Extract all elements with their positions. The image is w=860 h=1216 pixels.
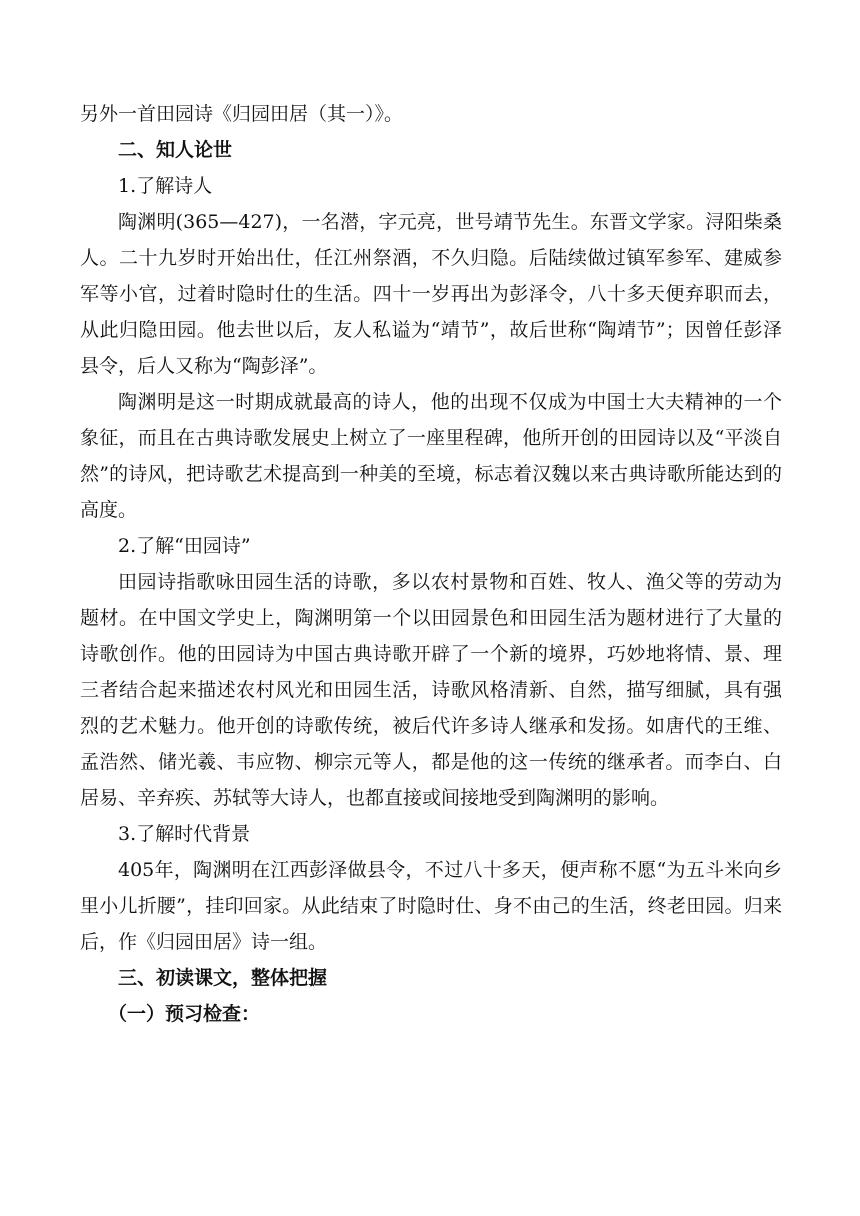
sub-heading-preview-check: （一）预习检查：	[108, 1003, 261, 1025]
paragraph-poet-bio: 陶渊明(365—427)，一名潜，字元亮，世号靖节先生。东晋文学家。浔阳柴桑人。二十九岁时开始出仕，任江州祭酒，不久归隐。后陆续做过镇军参军、建威参军等小官，过着时隐时仕的生活。四十一岁再出为彭泽令，八十多天便弃职而去，从此归隐田园。他去世以后，友人私谥为“靖节”，故后世称“陶靖节”；因曾任彭泽县令，后人又称为“陶彭泽”。	[80, 211, 782, 377]
sub-heading-pastoral-poetry: 2.了解“田园诗”	[118, 535, 251, 557]
sub-heading-poet: 1.了解诗人	[118, 175, 213, 197]
section-heading-2: 二、知人论世	[118, 139, 233, 161]
paragraph-background: 405年，陶渊明在江西彭泽做县令，不过八十多天，便声称不愿“为五斗米向乡里小儿折腰”，挂印回家。从此结束了时隐时仕、身不由己的生活，终老田园。归来后，作《归园田居》诗一组。	[80, 859, 782, 953]
paragraph-poet-achievement: 陶渊明是这一时期成就最高的诗人，他的出现不仅成为中国士大夫精神的一个象征，而且在古典诗歌发展史上树立了一座里程碑，他所开创的田园诗以及“平淡自然”的诗风，把诗歌艺术提高到一种美的至境，标志着汉魏以来古典诗歌所能达到的高度。	[80, 391, 782, 521]
lead-line: 另外一首田园诗《归园田居（其一）》。	[80, 103, 404, 125]
section-heading-3: 三、初读课文，整体把握	[118, 967, 328, 989]
sub-heading-background: 3.了解时代背景	[118, 823, 251, 845]
paragraph-pastoral-poetry: 田园诗指歌咏田园生活的诗歌，多以农村景物和百姓、牧人、渔父等的劳动为题材。在中国文学史上，陶渊明第一个以田园景色和田园生活为题材进行了大量的诗歌创作。他的田园诗为中国古典诗歌开辟了一个新的境界，巧妙地将情、景、理三者结合起来描述农村风光和田园生活，诗歌风格清新、自然，描写细腻，具有强烈的艺术魅力。他开创的诗歌传统，被后代许多诗人继承和发扬。如唐代的王维、孟浩然、储光羲、韦应物、柳宗元等人，都是他的这一传统的继承者。而李白、白居易、辛弃疾、苏轼等大诗人，也都直接或间接地受到陶渊明的影响。	[80, 571, 782, 809]
